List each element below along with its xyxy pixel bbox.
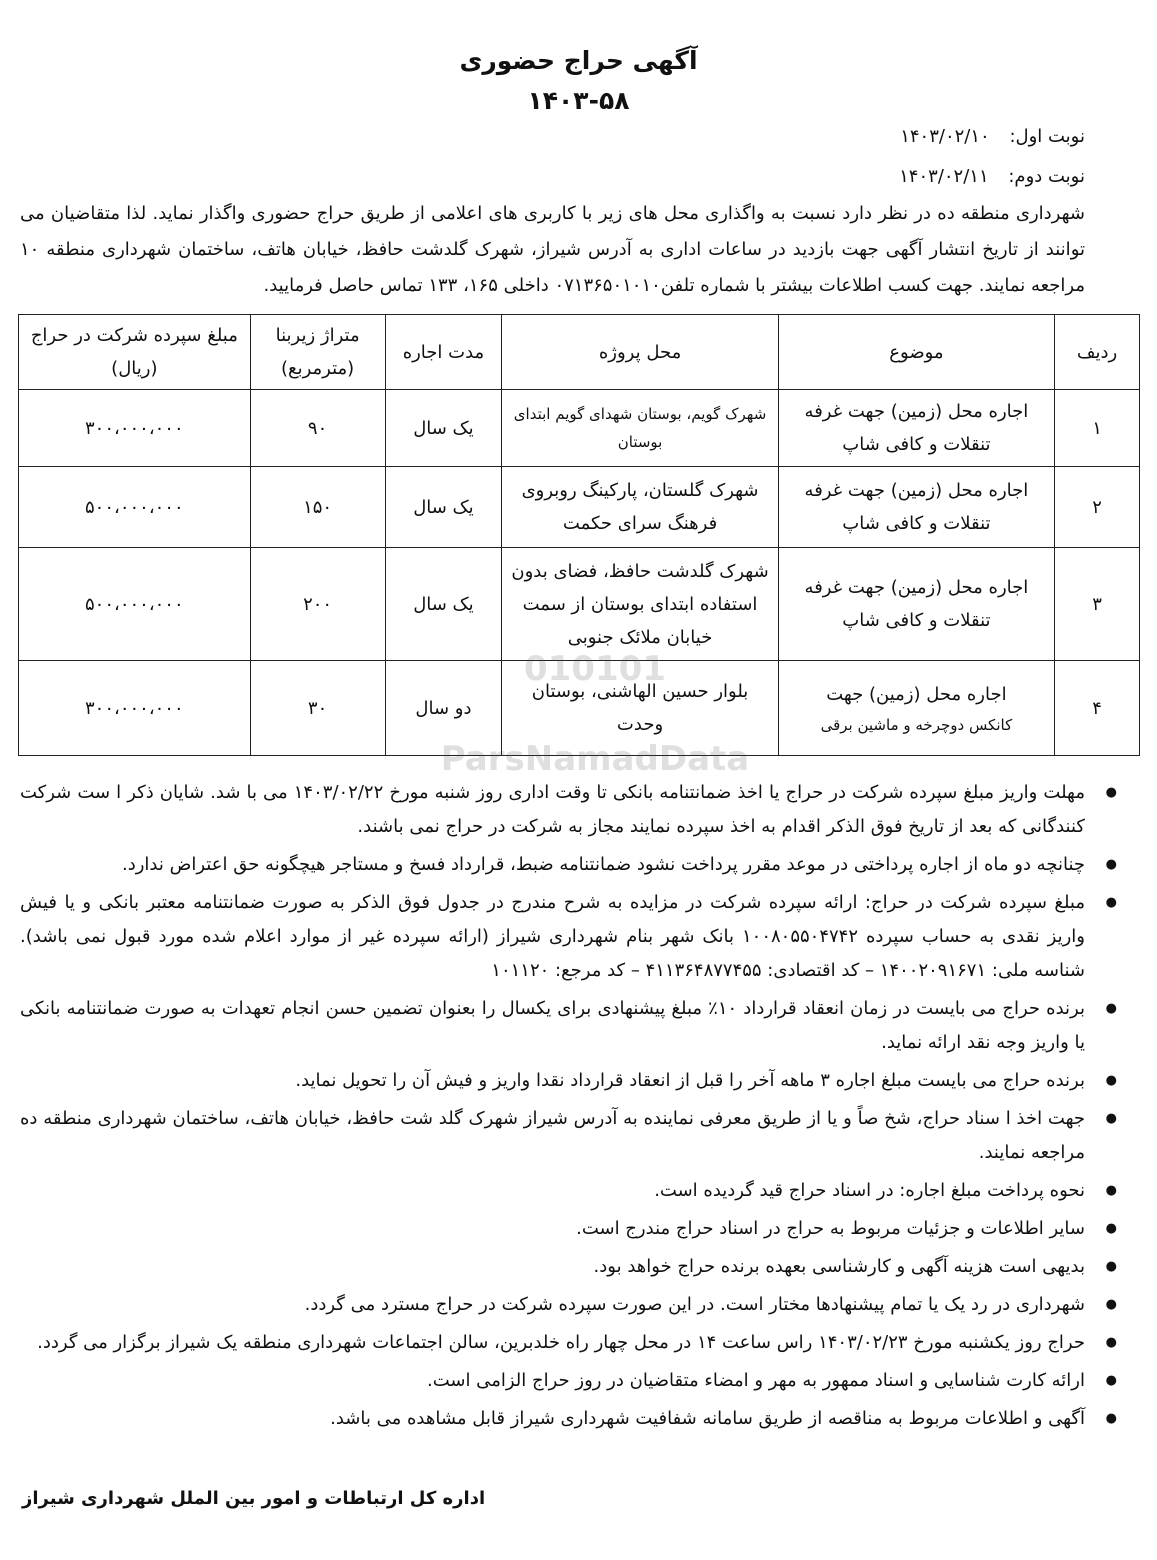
header-location: محل پروژه	[502, 315, 778, 390]
header-area: متراژ زیربنا (مترمربع)	[250, 315, 385, 390]
first-round	[900, 124, 1085, 150]
cell-subject-line1: اجاره محل (زمین) جهت	[826, 683, 1007, 705]
cell-location: شهرک گلستان، پارکینگ روبروی فرهنگ سرای حکمت	[502, 467, 778, 548]
cell-area: ۹۰	[250, 390, 385, 467]
header-subject: موضوع	[778, 315, 1054, 390]
cell-subject: اجاره محل (زمین) جهت غرفه تنقلات و کافی شاپ	[778, 548, 1054, 661]
cell-subject: اجاره محل (زمین) جهت غرفه تنقلات و کافی شاپ	[778, 390, 1054, 467]
table-row	[19, 467, 1140, 548]
table-row	[19, 548, 1140, 661]
intro-paragraph: شهرداری منطقه ده در نظر دارد نسبت به واگذاری محل های زیر با کاربری های اعلامی از طریق حراج حضوری واگذار نماید. لذا متقاضیان می توانند از تاریخ انتشار آگهی جهت بازدید در ساعات اداری به آدرس شیراز، شهرک گلدشت حافظ، خیابان هاتف، ساختمان شهرداری منطقه ۱۰ مراجعه نمایند. جهت کسب اطلاعات بیشتر با شماره تلفن۰۷۱۳۶۵۰۱۰۱۰ داخلی ۱۶۵، ۱۳۳ تماس حاصل فرمایید.	[20, 203, 1085, 296]
second-round-date: ۱۴۰۳/۰۲/۱۱	[899, 166, 989, 187]
first-round-date: ۱۴۰۳/۰۲/۱۰	[900, 126, 990, 147]
cell-deposit: ۵۰۰،۰۰۰،۰۰۰	[19, 548, 251, 661]
cell-location: بلوار حسین الهاشنی، بوستان وحدت	[502, 661, 778, 756]
header-row-number: ردیف	[1055, 315, 1140, 390]
notice-title: آگهی حراج حضوری	[459, 46, 698, 75]
table-row	[19, 661, 1140, 756]
cell-subject-line2: کانکس دوچرخه و ماشین برقی	[820, 715, 1013, 734]
cell-subject: اجاره محل (زمین) جهت غرفه تنقلات و کافی شاپ	[778, 467, 1054, 548]
cell-row-number: ۴	[1055, 661, 1140, 756]
cell-deposit: ۵۰۰،۰۰۰،۰۰۰	[19, 467, 251, 548]
list-item: ● چنانچه دو ماه از اجاره پرداختی در موعد مقرر پرداخت نشود ضمانتنامه ضبط، قرارداد فسخ و مستاجر هیچگونه حق اعتراض ندارد.	[20, 848, 1085, 882]
header-deposit: مبلغ سپرده شرکت در حراج (ریال)	[19, 315, 251, 390]
watermark-text: ParsNamadData	[440, 739, 750, 779]
table-row	[19, 390, 1140, 467]
list-item: ● برنده حراج می بایست مبلغ اجاره ۳ ماهه آخر را قبل از انعقاد قرارداد نقدا واریز و فیش آن را تحویل نماید.	[20, 1064, 1085, 1098]
list-item: ● نحوه پرداخت مبلغ اجاره: در اسناد حراج قید گردیده است.	[20, 1174, 1085, 1208]
cell-deposit: ۳۰۰،۰۰۰،۰۰۰	[19, 390, 251, 467]
list-item: ● بدیهی است هزینه آگهی و کارشناسی بعهده برنده حراج خواهد بود.	[20, 1250, 1085, 1284]
first-round-label: نوبت اول:	[1009, 126, 1085, 147]
cell-area: ۲۰۰	[250, 548, 385, 661]
list-item: ● برنده حراج می بایست در زمان انعقاد قرارداد ۱۰٪ مبلغ پیشنهادی برای یکسال را بعنوان تضمین حسن انجام تعهدات به صورت ضمانتنامه بانکی یا واریز وجه نقد ارائه نماید.	[20, 992, 1085, 1060]
cell-deposit: ۳۰۰،۰۰۰،۰۰۰	[19, 661, 251, 756]
cell-duration: یک سال	[385, 548, 502, 661]
list-item: ● حراج روز یکشنبه مورخ ۱۴۰۳/۰۲/۲۳ راس ساعت ۱۴ در محل چهار راه خلدبرین، سالن اجتماعات شهرداری منطقه یک شیراز برگزار می گردد.	[20, 1326, 1085, 1360]
cell-row-number: ۳	[1055, 548, 1140, 661]
header-duration: مدت اجاره	[385, 315, 502, 390]
cell-duration: یک سال	[385, 390, 502, 467]
list-item: ● مبلغ سپرده شرکت در حراج: ارائه سپرده شرکت در مزایده به شرح مندرج در جدول فوق الذکر به صورت ضمانتنامه معتبر بانکی و یا فیش واریز نقدی به حساب سپرده ۱۰۰۸۰۵۵۰۴۷۴۲ بانک شهر بنام شهرداری شیراز (ارائه سپرده غیر از موارد اعلام شده مورد قبول نمی باشد). شناسه ملی: ۱۴۰۰۲۰۹۱۶۷۱ – کد اقتصادی: ۴۱۱۳۶۴۸۷۷۴۵۵ – کد مرجع: ۱۰۱۱۲۰	[20, 886, 1085, 988]
cell-location: شهرک گلدشت حافظ، فضای بدون استفاده ابتدای بوستان از سمت خیابان ملائک جنوبی	[502, 548, 778, 661]
table-header-row	[19, 315, 1140, 390]
second-round-label: نوبت دوم:	[1008, 166, 1085, 187]
cell-area: ۳۰	[250, 661, 385, 756]
auction-items-table	[18, 314, 1140, 756]
second-round	[899, 164, 1085, 190]
list-item: ● ارائه کارت شناسایی و اسناد ممهور به مهر و امضاء متقاضیان در روز حراج الزامی است.	[20, 1364, 1085, 1398]
list-item: ● جهت اخذ ا سناد حراج، شخ صاً و یا از طریق معرفی نماینده به آدرس شیراز شهرک گلد شت حافظ، خیابان هاتف، ساختمان شهرداری منطقه ده مراجعه نمایند.	[20, 1102, 1085, 1170]
conditions-list	[20, 776, 1085, 1440]
cell-duration: دو سال	[385, 661, 502, 756]
list-item: ● آگهی و اطلاعات مربوط به مناقصه از طریق سامانه شفافیت شهرداری شیراز قابل مشاهده می باشد.	[20, 1402, 1085, 1436]
watermark-digits: 010101	[524, 649, 666, 689]
cell-row-number: ۲	[1055, 467, 1140, 548]
list-item: ● شهرداری در رد یک یا تمام پیشنهادها مختار است. در این صورت سپرده شرکت در حراج مسترد می گردد.	[20, 1288, 1085, 1322]
issuer-footer: اداره کل ارتباطات و امور بین الملل شهرداری شیراز	[22, 1488, 486, 1509]
cell-subject	[778, 661, 1054, 756]
list-item: ● سایر اطلاعات و جزئیات مربوط به حراج در اسناد حراج مندرج است.	[20, 1212, 1085, 1246]
cell-duration: یک سال	[385, 467, 502, 548]
notice-number: ۱۴۰۳-۵۸	[527, 86, 630, 115]
cell-area: ۱۵۰	[250, 467, 385, 548]
cell-location: شهرک گویم، بوستان شهدای گویم ابتدای بوستان	[502, 390, 778, 467]
list-item: ● مهلت واریز مبلغ سپرده شرکت در حراج یا اخذ ضمانتنامه بانکی تا وقت اداری روز شنبه مورخ ۱۴۰۳/۰۲/۲۲ می با شد. شایان ذکر ا ست شرکت کنندگانی که بعد از تاریخ فوق الذکر اقدام به اخذ سپرده نمایند مجاز به شرکت در حراج نمی باشند.	[20, 776, 1085, 844]
cell-row-number: ۱	[1055, 390, 1140, 467]
